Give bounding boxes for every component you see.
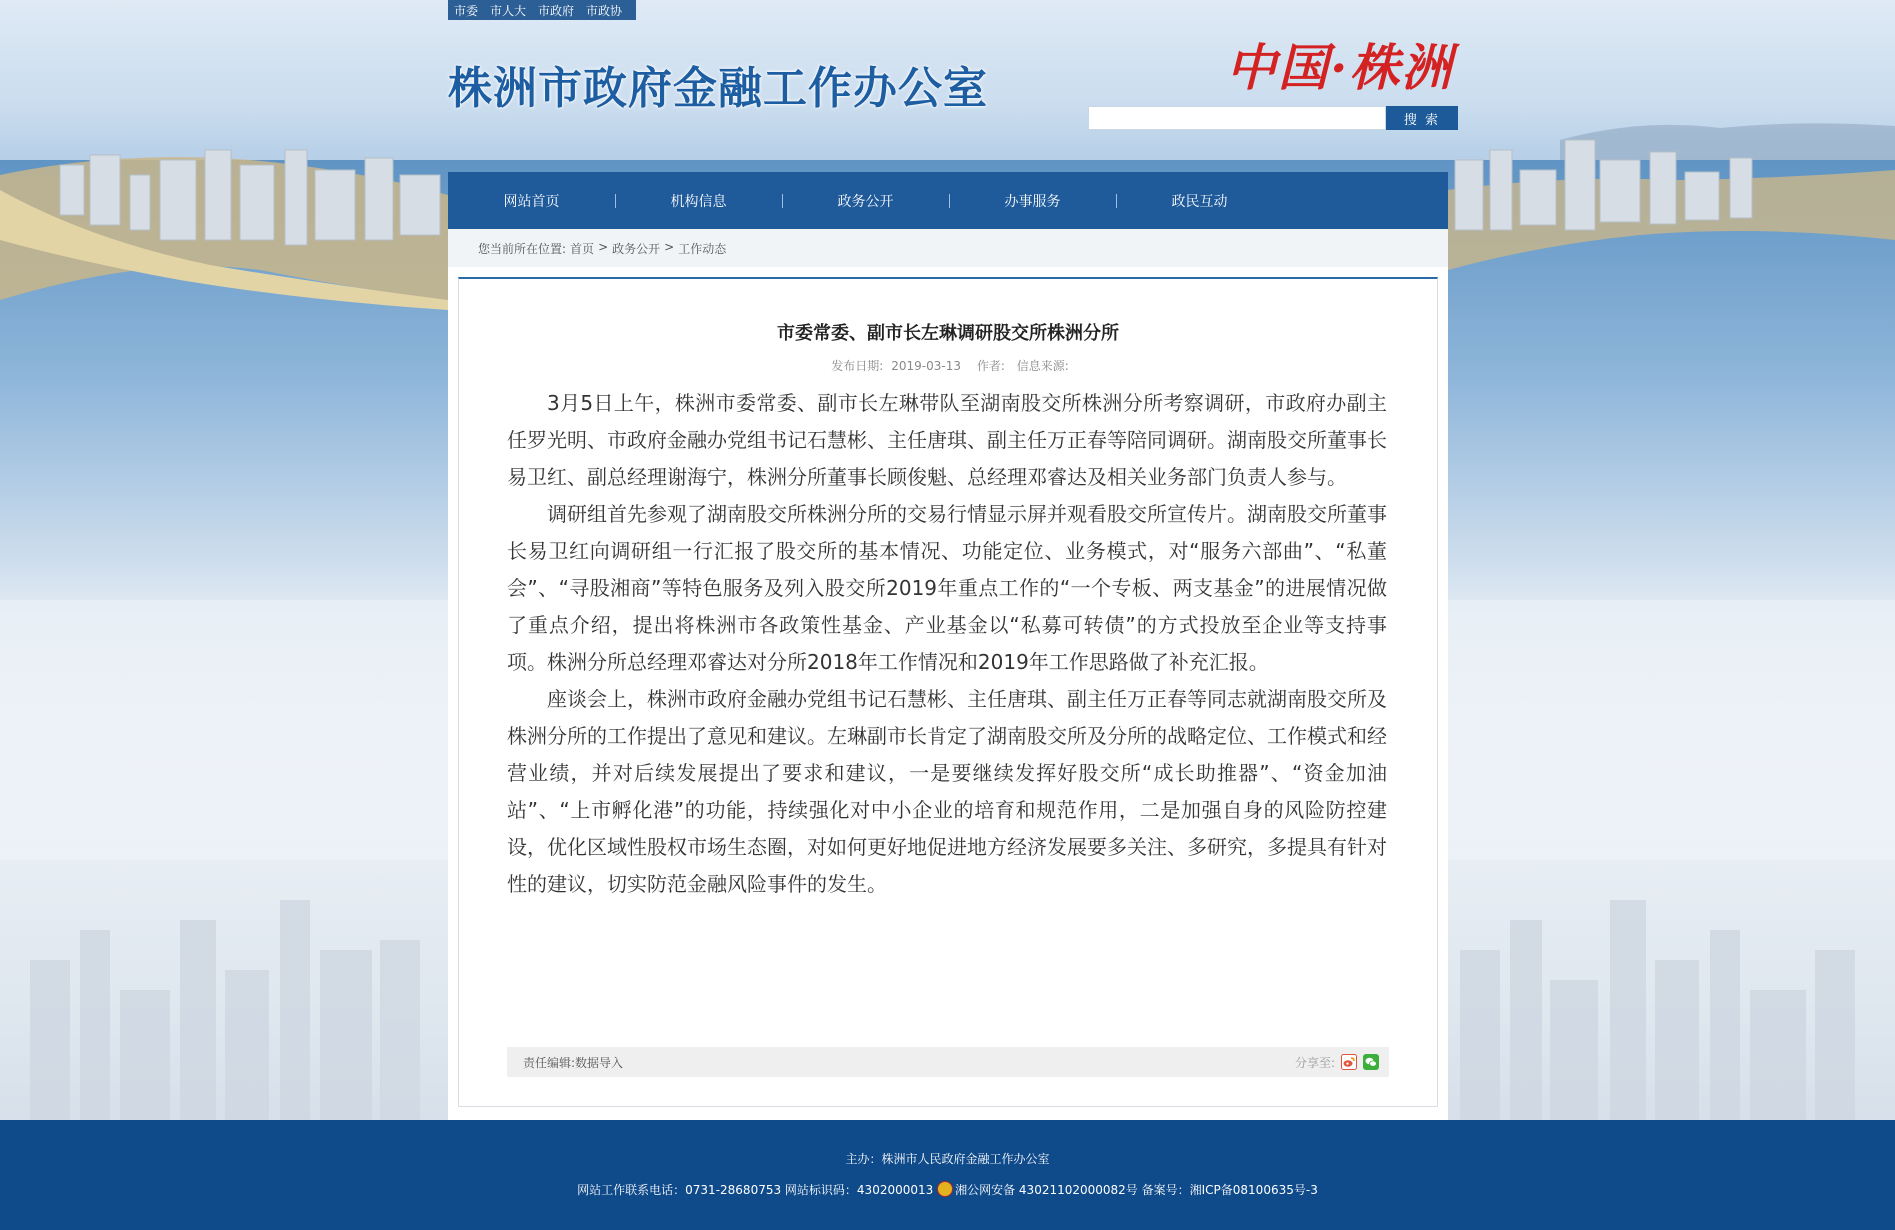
- footer-host: 主办：株洲市人民政府金融工作办公室: [845, 1152, 1050, 1166]
- nav-org-info[interactable]: 机构信息: [615, 191, 782, 211]
- editor-name: 数据导入: [575, 1055, 624, 1070]
- publish-date: 2019-03-13: [891, 359, 962, 373]
- article-card: [458, 277, 1438, 1107]
- top-link-party[interactable]: 市委: [454, 3, 479, 18]
- nav-interaction[interactable]: 政民互动: [1116, 191, 1283, 211]
- wechat-share-icon[interactable]: [1363, 1054, 1379, 1070]
- breadcrumb-separator: >: [598, 239, 609, 254]
- nav-gov-affairs[interactable]: 政务公开: [782, 191, 949, 211]
- breadcrumb-home[interactable]: 首页: [570, 241, 595, 256]
- top-link-government[interactable]: 市政府: [538, 3, 575, 18]
- search-bar: [1088, 106, 1458, 130]
- footer: [0, 1120, 1895, 1230]
- main-nav: [448, 172, 1448, 229]
- footer-contact-info: 网站工作联系电话：0731-28680753 网站标识码：4302000013: [577, 1183, 934, 1197]
- breadcrumb-section[interactable]: 政务公开: [612, 241, 661, 256]
- breadcrumb-separator: >: [664, 239, 675, 254]
- top-link-cppcc[interactable]: 市政协: [586, 3, 623, 18]
- footer-contact: [0, 1181, 1895, 1198]
- article-meta: [459, 357, 1437, 374]
- breadcrumb: [448, 229, 1448, 268]
- search-button[interactable]: 搜 索: [1386, 106, 1458, 130]
- article-body: [507, 385, 1387, 903]
- nav-services[interactable]: 办事服务: [949, 191, 1116, 211]
- site-title: 株洲市政府金融工作办公室: [448, 63, 988, 114]
- weibo-share-icon[interactable]: [1341, 1054, 1357, 1070]
- editor-label: 责任编辑:: [523, 1055, 576, 1070]
- breadcrumb-prefix: 您当前所在位置:: [478, 241, 567, 256]
- article-paragraph: 调研组首先参观了湖南股交所株洲分所的交易行情显示屏并观看股交所宣传片。湖南股交所董事长易卫红向调研组一行汇报了股交所的基本情况、功能定位、业务模式，对“服务六部曲”、“私董会”、“寻股湘商”等特色服务及列入股交所2019年重点工作的“一个专板、两支基金”的进展情况做了重点介绍，提出将株洲市各政策性基金、产业基金以“私募可转债”的方式投放至企业等支持事项。株洲分所总经理邓睿达对分所2018年工作情况和2019年工作思路做了补充汇报。: [507, 502, 1387, 674]
- article-paragraph: 座谈会上，株洲市政府金融办党组书记石慧彬、主任唐琪、副主任万正春等同志就湖南股交所及株洲分所的工作提出了意见和建议。左琳副市长肯定了湖南股交所及分所的战略定位、工作模式和经营业绩，并对后续发展提出了要求和建议，一是要继续发挥好股交所“成长助推器”、“资金加油站”、“上市孵化港”的功能，持续强化对中小企业的培育和规范作用，二是加强自身的风险防控建设，优化区域性股权市场生态圈，对如何更好地促进地方经济发展要多关注、多研究，多提具有针对性的建议，切实防范金融风险事件的发生。: [507, 687, 1387, 896]
- share-label: 分享至:: [1294, 1055, 1335, 1070]
- breadcrumb-current[interactable]: 工作动态: [678, 241, 727, 256]
- china-zhuzhou-logo: 中国·株洲: [1226, 38, 1454, 97]
- date-label: 发布日期:: [831, 359, 884, 373]
- content-panel: [448, 267, 1448, 1120]
- police-badge-icon: [937, 1181, 953, 1197]
- editor-bar: [507, 1047, 1389, 1077]
- author-label: 作者:: [976, 359, 1005, 373]
- top-link-congress[interactable]: 市人大: [490, 3, 527, 18]
- search-input[interactable]: [1088, 106, 1386, 130]
- article-title: 市委常委、副市长左琳调研股交所株洲分所: [777, 323, 1119, 344]
- footer-record-info[interactable]: 湘公网安备 43021102000082号 备案号：湘ICP备08100635号-3: [955, 1183, 1318, 1197]
- article-paragraph: 3月5日上午，株洲市委常委、副市长左琳带队至湖南股交所株洲分所考察调研，市政府办副主任罗光明、市政府金融办党组书记石慧彬、主任唐琪、副主任万正春等陪同调研。湖南股交所董事长易卫红、副总经理谢海宁，株洲分所董事长顾俊魁、总经理邓睿达及相关业务部门负责人参与。: [507, 391, 1387, 489]
- source-label: 信息来源:: [1016, 359, 1069, 373]
- nav-home[interactable]: 网站首页: [503, 193, 560, 210]
- top-links-bar: [448, 0, 636, 20]
